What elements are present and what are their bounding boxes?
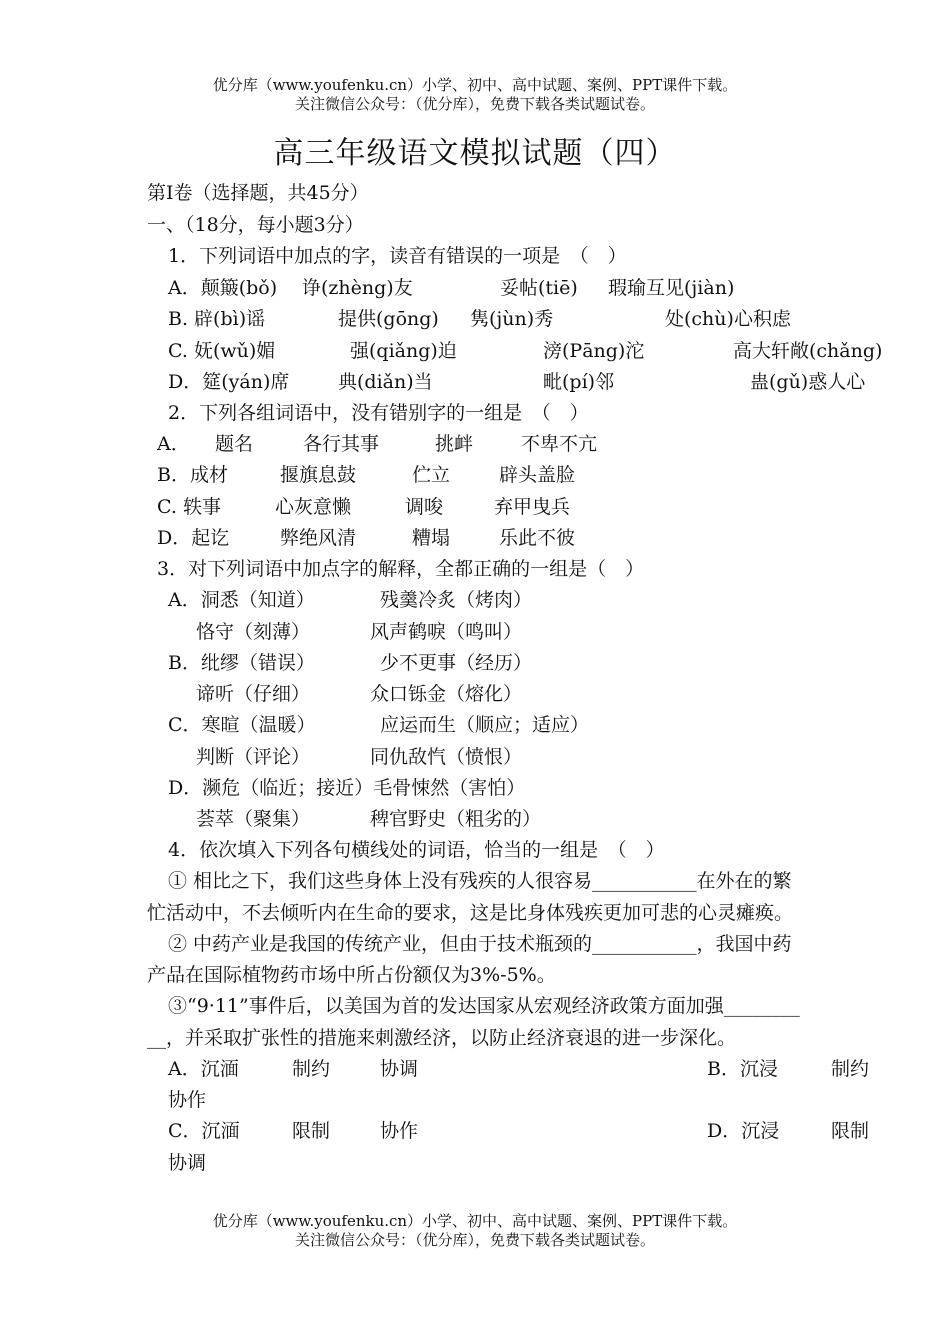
footer-line-2: 关注微信公众号：（优分库），免费下载各类试题试卷。 xyxy=(294,1231,655,1249)
header-line-1: 优分库（www.youfenku.cn）小学、初中、高中试题、案例、PPT课件下载。 xyxy=(212,76,738,94)
page-title: 高三年级语文模拟试题（四） xyxy=(273,136,677,171)
page-footer xyxy=(0,1212,950,1250)
page-header xyxy=(0,76,950,114)
header-line-2: 关注微信公众号：（优分库），免费下载各类试题试卷。 xyxy=(294,95,655,113)
footer-line-1: 优分库（www.youfenku.cn）小学、初中、高中试题、案例、PPT课件下载。 xyxy=(212,1212,738,1230)
